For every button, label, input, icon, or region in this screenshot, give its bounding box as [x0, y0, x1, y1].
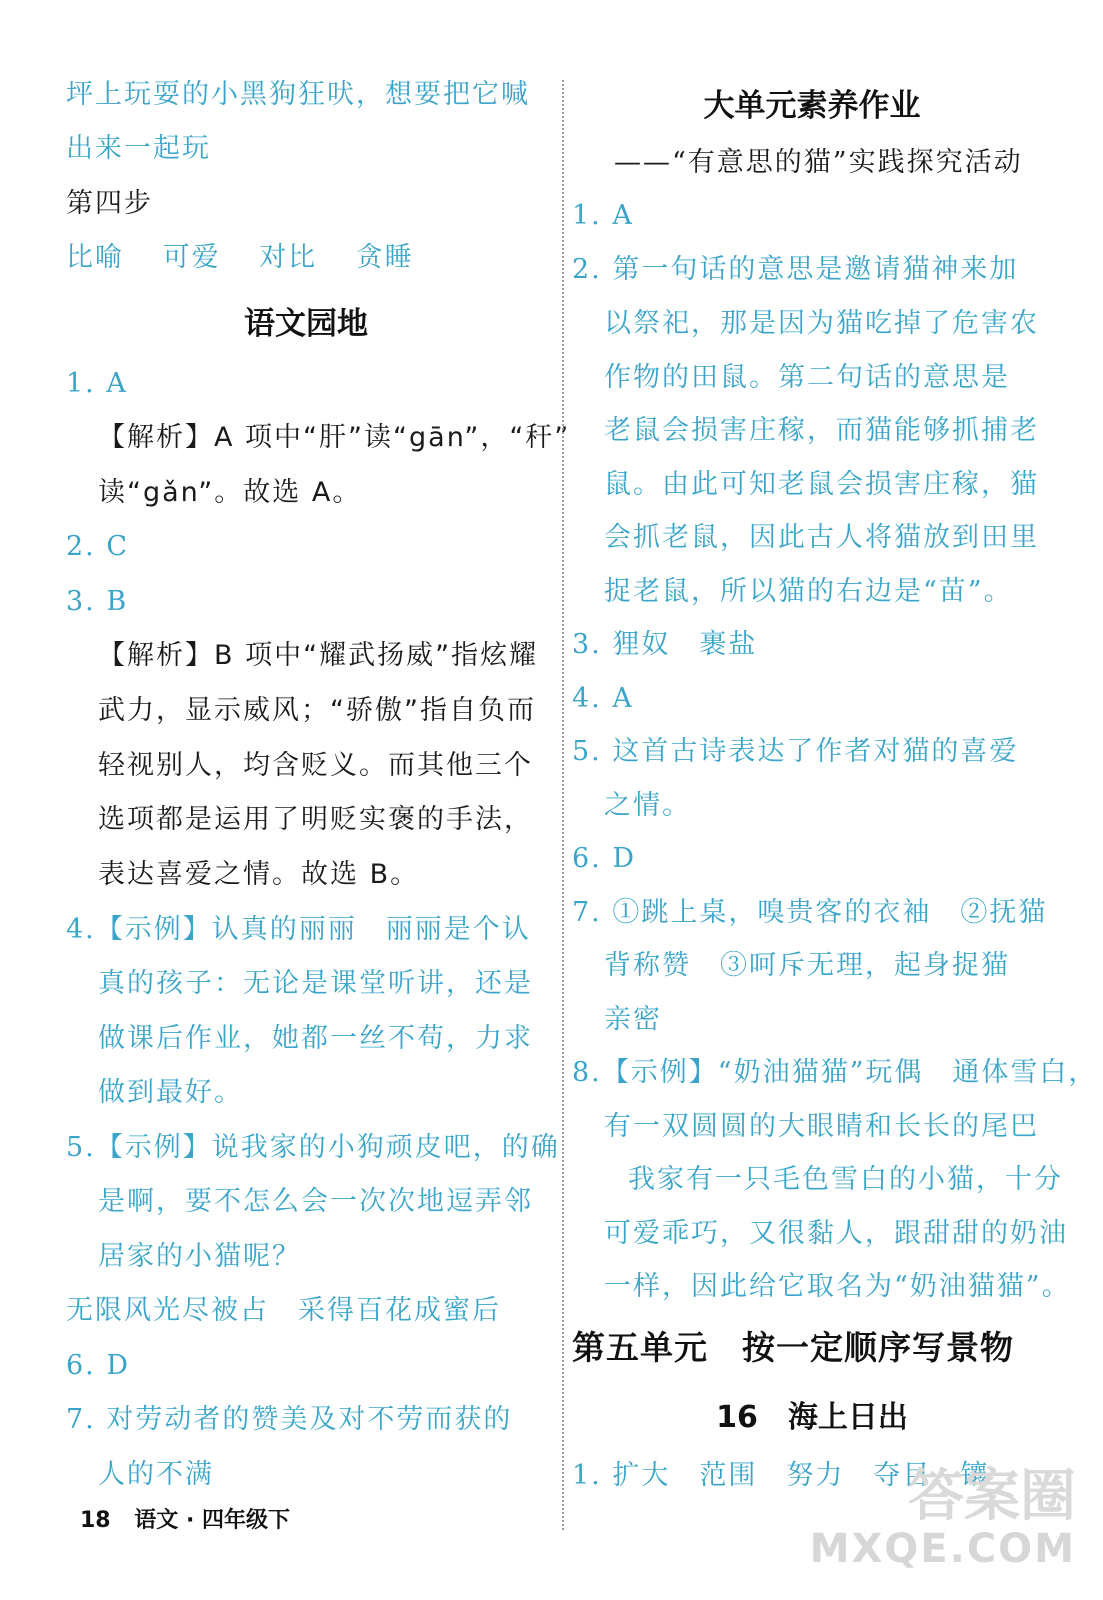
answer-line: 出来一起玩: [66, 133, 211, 164]
analysis-line: 轻视别人，均含贬义。而其他三个: [98, 750, 533, 781]
section-title: 大单元素养作业: [703, 88, 921, 124]
watermark: [809, 1452, 1076, 1582]
answer-q7: 7. ①跳上桌，嗅贵客的衣袖 ②抚猫: [572, 897, 1048, 928]
answer-line: 人的不满: [98, 1459, 214, 1490]
analysis-line: 【解析】B 项中“耀武扬威”指炫耀: [98, 640, 539, 671]
answer-item: 可爱: [162, 242, 221, 273]
page-footer: [80, 1503, 290, 1534]
answer-line: 之情。: [604, 790, 691, 821]
answer-line: 以祭祀，那是因为猫吃掉了危害农: [604, 308, 1039, 339]
unit-title: 第五单元 按一定顺序写景物: [572, 1328, 1014, 1367]
lesson-title: 16 海上日出: [716, 1400, 908, 1435]
answer-line: 会抓老鼠，因此古人将猫放到田里: [604, 522, 1039, 553]
answer-q3: 3. 狸奴 裹盐: [572, 629, 758, 660]
answer-q4: 4. A: [572, 683, 634, 714]
watermark-text: MXQE.COM: [809, 1526, 1076, 1572]
answer-line: 有一双圆圆的大眼睛和长长的尾巴: [604, 1111, 1039, 1142]
answer-q2: 2. C: [66, 531, 130, 562]
answer-line: 一样，因此给它取名为“奶油猫猫”。: [604, 1271, 1071, 1302]
answer-item: 贪睡: [355, 242, 414, 273]
answer-line: 作物的田鼠。第二句话的意思是: [604, 362, 1010, 393]
answer-line: 真的孩子：无论是课堂听讲，还是: [98, 968, 533, 999]
answer-q6: 6. D: [66, 1350, 130, 1381]
answer-line: 做到最好。: [98, 1077, 243, 1108]
answer-item: 比喻: [66, 242, 124, 273]
answer-q5: 5. 这首古诗表达了作者对猫的喜爱: [572, 736, 1019, 767]
answer-line: 老鼠会损害庄稼，而猫能够抓捕老: [604, 415, 1039, 446]
analysis-line: 表达喜爱之情。故选 B。: [98, 859, 420, 890]
answer-line: 背称赞 ③呵斥无理，起身捉猫: [604, 950, 1010, 981]
answer-q2: 2. 第一句话的意思是邀请猫神来加: [572, 254, 1019, 285]
answer-line: 是啊，要不怎么会一次次地逗弄邻: [98, 1186, 533, 1217]
answer-q1: 1. A: [572, 200, 634, 231]
answer-item: 对比: [259, 242, 318, 273]
answer-line: 鼠。由此可知老鼠会损害庄稼，猫: [604, 469, 1039, 500]
answer-line: 居家的小猫呢？: [98, 1241, 301, 1272]
section-subtitle: ——“有意思的猫”实践探究活动: [614, 147, 1023, 178]
answer-q1: 1. A: [66, 368, 128, 399]
page-number: 18: [80, 1508, 111, 1533]
answer-q1: 1. 扩大 范围 努力 夺目 镶: [572, 1460, 990, 1491]
watermark-logo: 答案圈: [908, 1464, 1076, 1529]
analysis-line: 武力，显示威风；“骄傲”指自负而: [98, 695, 536, 726]
answer-q7: 7. 对劳动者的赞美及对不劳而获的: [66, 1404, 513, 1435]
answer-q3: 3. B: [66, 586, 129, 617]
answer-line: 可爱乖巧，又很黏人，跟甜甜的奶油: [604, 1218, 1068, 1249]
book-title: 语文 · 四年级下: [134, 1508, 290, 1533]
answer-line: 坪上玩耍的小黑狗狂吠，想要把它喊: [66, 79, 530, 110]
analysis-line: 【解析】A 项中“肝”读“gān”，“秆”: [98, 422, 571, 453]
section-title: 语文园地: [244, 306, 368, 342]
analysis-line: 选项都是运用了明贬实褒的手法，: [98, 804, 533, 835]
column-divider: [562, 80, 564, 1530]
analysis-line: 读“gǎn”。故选 A。: [98, 477, 362, 508]
step4-answers: [66, 231, 414, 285]
answer-q5: 5.【示例】说我家的小狗顽皮吧，的确: [66, 1132, 560, 1163]
answer-line: 无限风光尽被占 采得百花成蜜后: [66, 1295, 501, 1326]
answer-line: 我家有一只毛色雪白的小猫，十分: [628, 1164, 1063, 1195]
answer-line: 亲密: [604, 1004, 662, 1035]
step-label: 第四步: [66, 188, 153, 219]
answer-line: 捉老鼠，所以猫的右边是“苗”。: [604, 576, 1013, 607]
answer-q4: 4.【示例】认真的丽丽 丽丽是个认: [66, 914, 531, 945]
answer-q8: 8.【示例】“奶油猫猫”玩偶 通体雪白，: [572, 1057, 1098, 1088]
answer-line: 做课后作业，她都一丝不苟，力求: [98, 1023, 533, 1054]
answer-q6: 6. D: [572, 843, 636, 874]
